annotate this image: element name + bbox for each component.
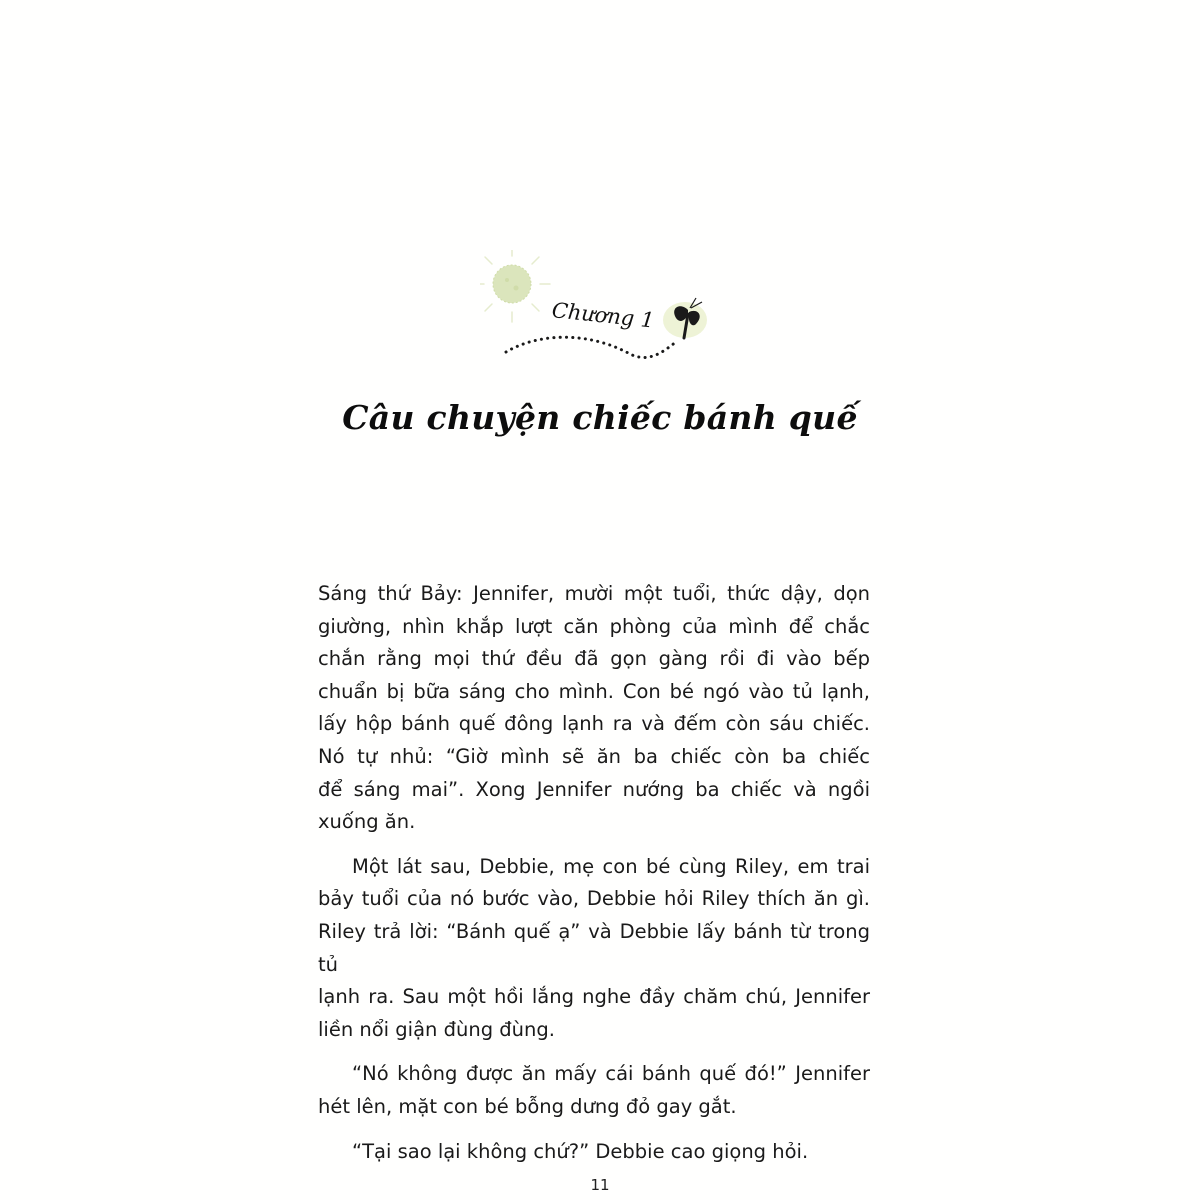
paragraph — [318, 1136, 870, 1169]
chapter-ornament — [480, 250, 720, 380]
chapter-title: Câu chuyện chiếc bánh quế — [342, 398, 858, 437]
paragraph — [318, 851, 870, 1047]
text-line: xuống ăn. — [318, 810, 416, 834]
text-line: Nó tự nhủ: “Giờ mình sẽ ăn ba chiếc còn ba chiếc — [318, 744, 870, 768]
text-line: Một lát sau, Debbie, mẹ con bé cùng Riley, em trai — [352, 854, 870, 878]
paragraph — [318, 1058, 870, 1123]
sun-icon — [480, 250, 550, 322]
page-number: 11 — [590, 1176, 610, 1194]
text-line: để sáng mai”. Xong Jennifer nướng ba chiếc và ngồi — [318, 777, 870, 801]
text-line: lạnh ra. Sau một hồi lắng nghe đầy chăm chú, Jennifer — [318, 985, 870, 1009]
butterfly-icon — [663, 298, 707, 338]
text-line: “Nó không được ăn mấy cái bánh quế đó!” Jennifer — [352, 1062, 870, 1086]
text-line: Riley trả lời: “Bánh quế ạ” và Debbie lấy bánh từ trong tủ — [318, 919, 870, 976]
dotted-path — [506, 337, 676, 357]
text-line: lấy hộp bánh quế đông lạnh ra và đếm còn sáu chiếc. — [318, 712, 870, 736]
text-line: Sáng thứ Bảy: Jennifer, mười một tuổi, thức dậy, dọn — [318, 582, 870, 605]
text-line: chuẩn bị bữa sáng cho mình. Con bé ngó vào tủ lạnh, — [318, 679, 870, 703]
text-line: liền nổi giận đùng đùng. — [318, 1017, 555, 1041]
chapter-label: Chương 1 — [550, 298, 656, 333]
text-line: giường, nhìn khắp lượt căn phòng của mình để chắc — [318, 614, 870, 638]
text-line: bảy tuổi của nó bước vào, Debbie hỏi Riley thích ăn gì. — [318, 887, 870, 911]
text-line: “Tại sao lại không chứ?” Debbie cao giọng hỏi. — [352, 1139, 809, 1163]
body-text — [318, 578, 870, 1180]
text-line: chắn rằng mọi thứ đều đã gọn gàng rồi đi vào bếp — [318, 647, 870, 671]
paragraph — [318, 578, 870, 839]
text-line: hét lên, mặt con bé bỗng dưng đỏ gay gắt. — [318, 1094, 737, 1118]
